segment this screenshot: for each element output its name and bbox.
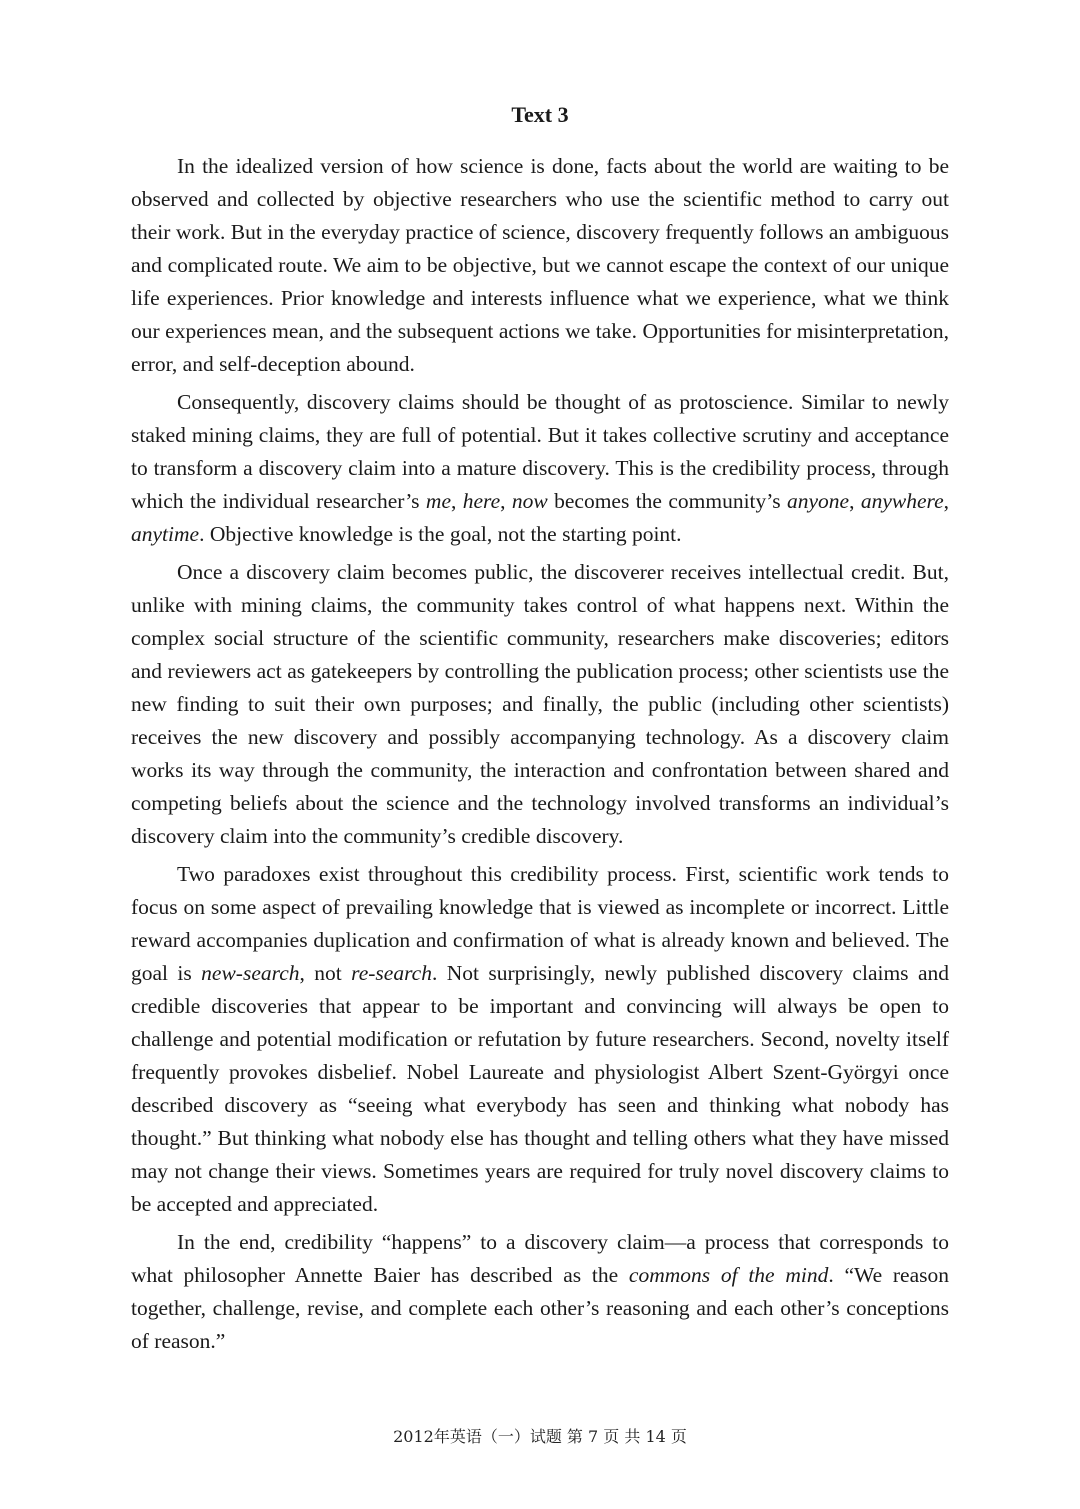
- text-segment: ,: [500, 489, 512, 513]
- italic-term: anytime: [131, 522, 200, 546]
- italic-term: anyone: [787, 489, 850, 513]
- italic-term: me: [425, 489, 451, 513]
- italic-term: re-search: [351, 961, 432, 985]
- text-segment: In the idealized version of how science is done, facts about the world are waiting to be observed and collected by objective researchers who use the scientific method to carry out their work. But in the everyday practice of science, discovery frequently follows an ambiguous and complicated route. We aim to be objective, but we cannot escape the context of our unique life experiences. Prior knowledge and interests influence what we experience, what we think our experiences mean, and the subsequent actions we take. Opportunities for misinterpretation, error, and self-deception abound.: [131, 154, 949, 376]
- text-segment: ,: [451, 489, 463, 513]
- text-segment: Two paradoxes exist throughout this credibility process. First, scientific work tends to focus on some aspect of prevailing knowledge that is viewed as incomplete or incorrect. Little reward accompanies duplication and confirmation of what is already known and believed. The goal is: [131, 862, 949, 985]
- paragraph-1: [131, 150, 949, 381]
- text-segment: In the end, credibility “happens” to a discovery claim—a process that corresponds to what philosopher Annette Baier has described as the: [131, 1230, 949, 1287]
- text-segment: Consequently, discovery claims should be thought of as protoscience. Similar to newly staked mining claims, they are full of potential. But it takes collective scrutiny and acceptance to transform a discovery claim into a mature discovery. This is the credibility process, through which the individual researcher’s: [131, 390, 949, 513]
- paragraph-2: [131, 386, 949, 551]
- section-title: Text 3: [511, 102, 569, 127]
- text-segment: , not: [299, 961, 352, 985]
- text-segment: becomes the community’s: [547, 489, 787, 513]
- text-segment: Once a discovery claim becomes public, the discoverer receives intellectual credit. But, unlike with mining claims, the community takes control of what happens next. Within the complex social structure of the scientific community, researchers make discoveries; editors and reviewers act as gatekeepers by controlling the publication process; other scientists use the new finding to suit their own purposes; and finally, the public (including other scientists) receives the new discovery and possibly accompanying technology. As a discovery claim works its way through the community, the interaction and confrontation between shared and competing beliefs about the science and the technology involved transforms an individual’s discovery claim into the community’s credible discovery.: [131, 560, 949, 848]
- italic-term: anywhere: [860, 489, 944, 513]
- italic-term: commons of the mind: [628, 1263, 829, 1287]
- paragraph-3: [131, 556, 949, 853]
- text-segment: ,: [943, 489, 950, 513]
- paragraph-4: [131, 858, 949, 1221]
- passage-body: [131, 150, 949, 1363]
- paragraph-5: [131, 1226, 949, 1358]
- italic-term: now: [511, 489, 548, 513]
- text-segment: . Not surprisingly, newly published discovery claims and credible discoveries that appear to be important and convincing will always be open to challenge and potential modification or refutation by future researchers. Second, novelty itself frequently provokes disbelief. Nobel Laureate and physiologist Albert Szent-Györgyi once described discovery as “seeing what everybody has seen and thinking what nobody has thought.” But thinking what nobody else has thought and telling others what they have missed may not change their views. Sometimes years are required for truly novel discovery claims to be accepted and appreciated.: [131, 961, 949, 1216]
- page-footer: 2012年英语（一）试题 第 7 页 共 14 页: [393, 1427, 687, 1446]
- italic-term: here: [462, 489, 501, 513]
- text-segment: . Objective knowledge is the goal, not the starting point.: [199, 522, 682, 546]
- text-segment: . “We reason together, challenge, revise, and complete each other’s reasoning and each other’s conceptions of reason.”: [131, 1263, 949, 1353]
- text-segment: ,: [849, 489, 861, 513]
- italic-term: new-search: [201, 961, 300, 985]
